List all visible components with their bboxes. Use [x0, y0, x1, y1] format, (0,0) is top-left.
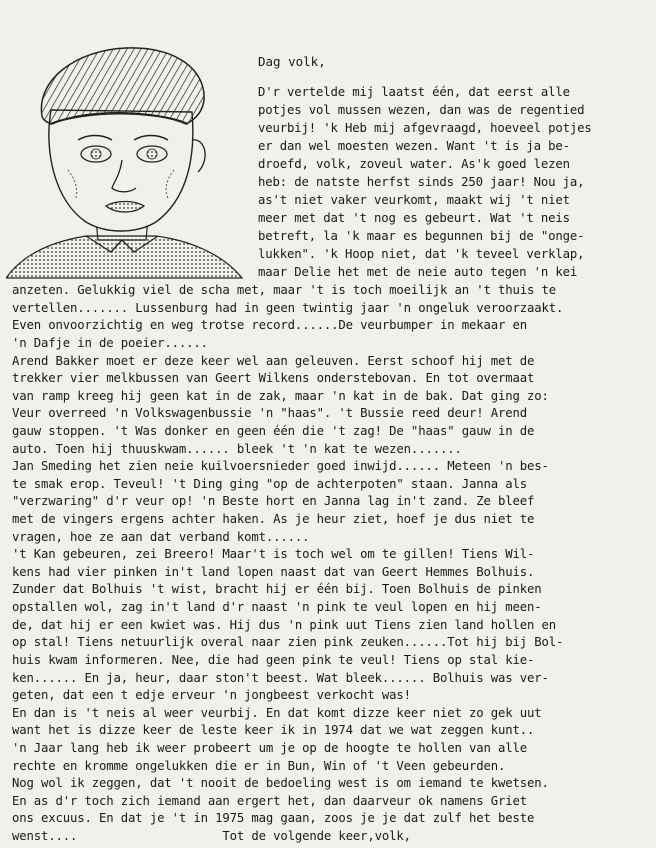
text-line: meer met dat 't nog es gebeurt. Wat 't neis: [258, 211, 570, 225]
text-line: "verzwaring" d'r veur op! 'n Beste hort en Janna lag in't zand. Ze bleef: [12, 494, 535, 509]
text-line: 'n Dafje in de poeier......: [12, 335, 208, 350]
text-line: En as d'r toch zich iemand aan ergert het, dan daarveur ok namens Griet: [12, 793, 527, 808]
text-line: te smak erop. Teveul! 't Ding ging "op de achterpoten" staan. Janna als: [12, 476, 527, 491]
text-line: gauw stoppen. 't Was donker en geen één die 't zag! De "haas" gauw in de: [12, 423, 535, 438]
text-line: huis kwam informeren. Nee, die had geen pink te veul! Tiens op stal kie-: [12, 652, 535, 667]
text-line: vragen, hoe ze aan dat verband komt......: [12, 529, 310, 544]
text-line: kens had vier pinken in't land lopen naast dat van Geert Hemmes Bolhuis.: [12, 564, 535, 579]
portrait-drawing: [6, 30, 244, 280]
text-line: Even onvoorzichtig en weg trotse record......De veurbumper in mekaar en: [12, 318, 527, 333]
text-line: Zunder dat Bolhuis 't wist, bracht hij er één bij. Toen Bolhuis de pinken: [12, 582, 542, 597]
text-line: potjes vol mussen wezen, dan was de regentied: [258, 103, 585, 117]
text-line: de, dat hij er een kwiet was. Hij dus 'n pink uut Tiens zien land hollen en: [12, 617, 557, 632]
text-line: 't Kan gebeuren, zei Breero! Maar't is toch wel om te gillen! Tiens Wil-: [12, 547, 535, 562]
text-line: anzeten. Gelukkig viel de scha met, maar 't is toch moeilijk an 't thuis te: [12, 283, 557, 297]
text-line: En dan is 't neis al weer veurbij. En dat komt dizze keer niet zo gek uut: [12, 705, 542, 720]
text-line: rechte en kromme ongelukken die er in Bun, Win of 't Veen gebeurden.: [12, 758, 506, 773]
text-line: Jan Smeding het zien neie kuilvoersnieder goed inwijd...... Meteen 'n bes-: [12, 459, 549, 474]
text-line: met de vingers ergens achter haken. As je heur ziet, hoef je dus niet te: [12, 512, 535, 526]
text-line: lukken". 'k Hoop niet, dat 'k teveel verklap,: [258, 247, 585, 261]
text-line: van ramp kreeg hij geen kat in de zak, maar 'n kat in de bak. Dat ging zo:: [12, 388, 549, 403]
text-line: want het is dizze keer de leste keer ik in 1974 dat we wat zeggen kunt..: [12, 723, 535, 738]
text-line: ons excuus. En dat je 't in 1975 mag gaan, zoos je je dat zulf het beste: [12, 811, 535, 826]
text-line: geten, dat een t edje erveur 'n jongbeest verkocht was!: [12, 688, 411, 703]
letter-greeting: Dag volk,: [258, 54, 326, 69]
text-line: veurbij! 'k Heb mij afgevraagd, hoeveel potjes: [258, 121, 592, 135]
text-line: er dan wel moesten wezen. Want 't is ja be-: [258, 139, 570, 153]
text-line: trekker vier melkbussen van Geert Wilkens onderstebovan. En tot overmaat: [12, 371, 535, 386]
text-line: vertellen....... Lussenburg had in geen twintig jaar 'n ongeluk veroorzaakt.: [12, 300, 564, 315]
text-line: maar Delie het met de neie auto tegen 'n kei: [258, 265, 578, 279]
text-line: opstallen wol, zag in't land d'r naast 'n pink te veul lopen en hij meen-: [12, 600, 542, 614]
text-line: Nog wol ik zeggen, dat 't nooit de bedoeling west is om iemand te kwetsen.: [12, 776, 549, 791]
text-line: wenst.... Tot de volgende keer,volk,: [12, 829, 411, 843]
text-line: as't niet vaker veurkomt, maakt wij 't niet: [258, 193, 570, 207]
text-line: auto. Toen hij thuuskwam...... bleek 't 'n kat te wezen.......: [12, 441, 462, 456]
text-line: Veur overreed 'n Volkswagenbussie 'n "haas". 't Bussie reed deur! Arend: [12, 406, 527, 421]
text-line: ken...... En ja, heur, daar ston't beest. Wat bleek...... Bolhuis was ver-: [12, 670, 549, 685]
text-line: droefd, volk, zoveul water. As'k goed lezen: [258, 157, 570, 171]
text-line: D'r vertelde mij laatst één, dat eerst alle: [258, 85, 570, 99]
text-line: Arend Bakker moet er deze keer wel aan geleuven. Eerst schoof hij met de: [12, 353, 535, 368]
text-line: op stal! Tiens netuurlijk overal naar zien pink zeuken......Tot hij bij Bol-: [12, 635, 564, 650]
text-line: heb: de natste herfst sinds 250 jaar! Nou ja,: [258, 175, 585, 189]
text-line: betreft, la 'k maar es begunnen bij de "onge-: [258, 229, 585, 243]
text-line: 'n Jaar lang heb ik weer probeert um je op de hoogte te hollen van alle: [12, 740, 527, 755]
